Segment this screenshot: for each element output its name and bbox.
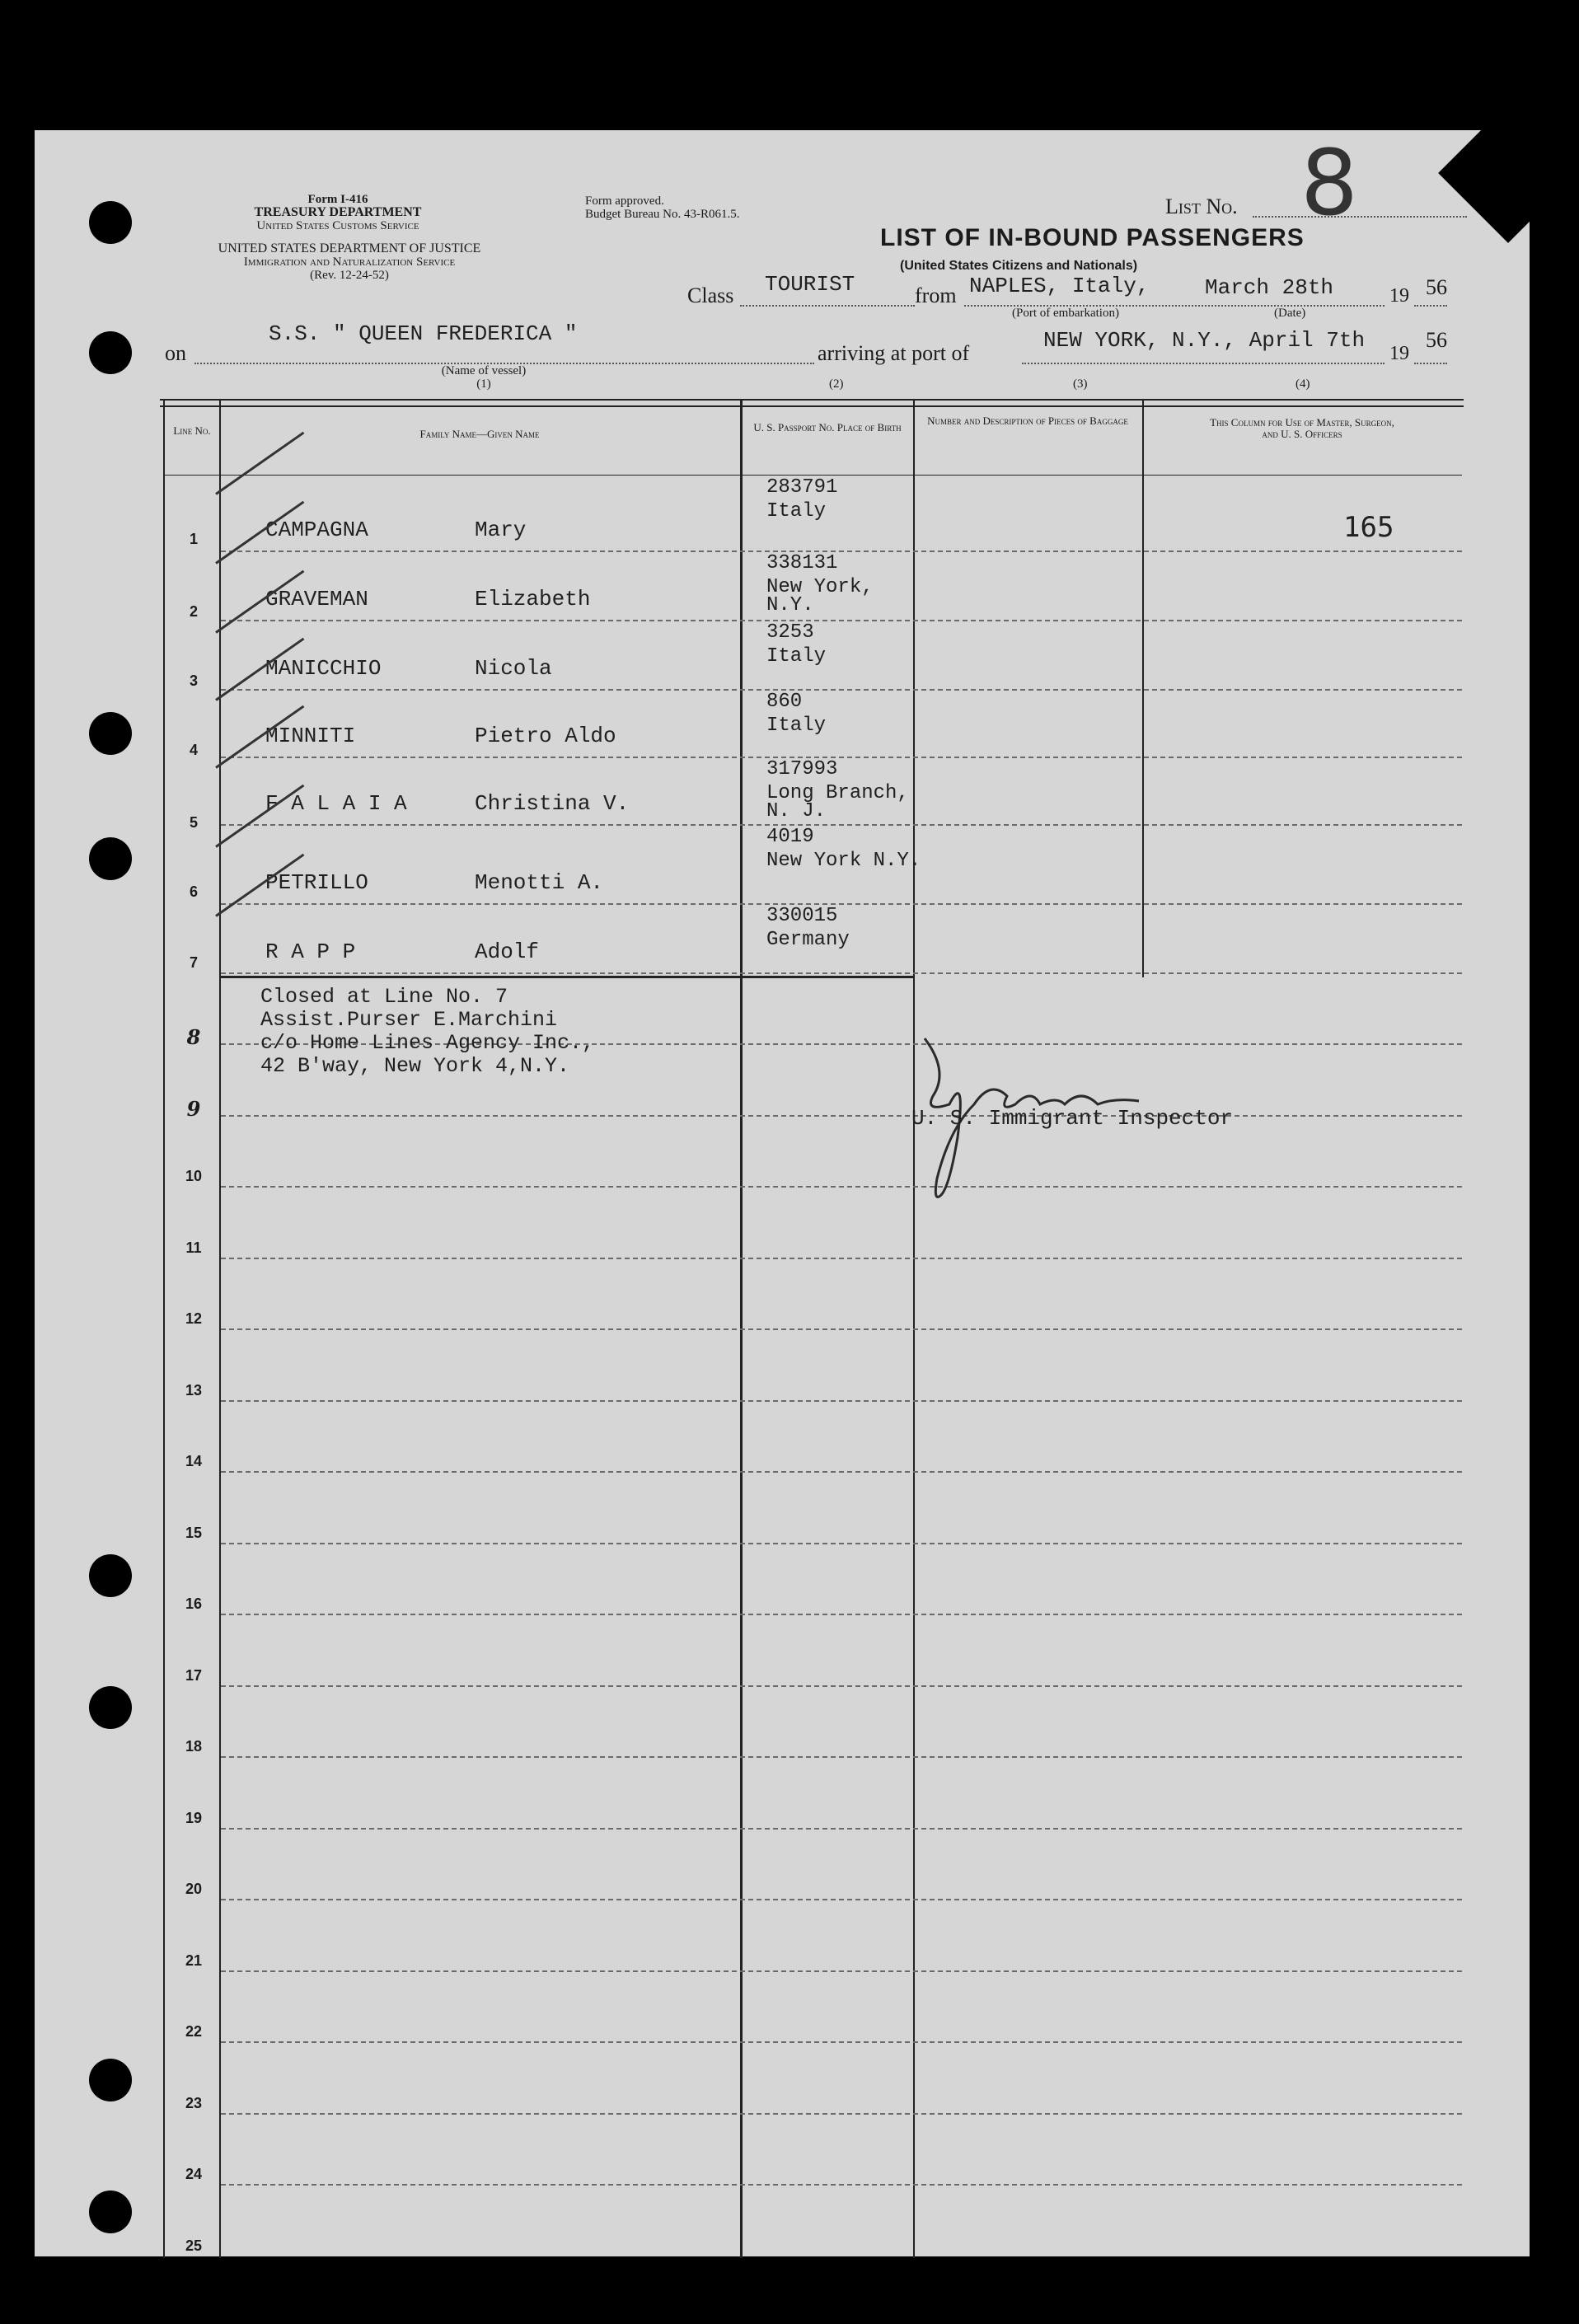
revision: (Rev. 12-24-52) [310, 269, 389, 282]
page-title: LIST OF IN-BOUND PASSENGERS [880, 224, 1305, 251]
line-number: 7 [189, 954, 198, 971]
line-number: 13 [185, 1381, 203, 1399]
binder-hole [89, 837, 132, 880]
closing-note [260, 986, 594, 1078]
closing-line-3: c/o Home Lines Agency Inc., [260, 1031, 595, 1055]
on-label: on [165, 341, 186, 365]
year-prefix-2: 19 [1389, 343, 1409, 364]
line-number: 12 [185, 1310, 203, 1327]
embarkation-year: 56 [1426, 275, 1447, 299]
row-rule [221, 824, 1462, 826]
family-name: PETRILLO [265, 870, 368, 895]
family-name: MANICCHIO [265, 656, 382, 681]
line-number: 19 [185, 1809, 203, 1826]
family-name: CAMPAGNA [265, 518, 368, 542]
class-label: Class [687, 283, 734, 307]
row-rule [221, 903, 1462, 905]
binder-hole [89, 2059, 132, 2101]
table-left-border [163, 401, 165, 2258]
row-rule [221, 2184, 1462, 2186]
closing-line-2: Assist.Purser E.Marchini [260, 1008, 558, 1032]
line-number: 20 [185, 1881, 203, 1897]
place-of-birth: New York N.Y. [766, 850, 921, 872]
port-caption: (Port of embarkation) [1012, 307, 1119, 320]
year-line [1414, 305, 1447, 307]
col1-number: (1) [476, 377, 491, 391]
line-number: 16 [185, 1595, 203, 1612]
line-number: 22 [185, 2023, 203, 2040]
officer-note: 165 [1343, 511, 1394, 544]
class-line [740, 305, 915, 307]
row-rule [221, 620, 1462, 621]
line-number: 3 [189, 672, 198, 689]
row-rule [221, 1543, 1462, 1544]
family-name: MINNITI [265, 724, 356, 748]
place-of-birth: Italy [766, 715, 827, 737]
row-rule [221, 1115, 1462, 1117]
list-no-label: List No. [1165, 194, 1238, 218]
line-number: 1 [189, 531, 198, 547]
row-rule [221, 1328, 1462, 1330]
line-number: 10 [185, 1168, 203, 1184]
passport-number: 317993 [766, 758, 838, 780]
justice-dept: UNITED STATES DEPARTMENT OF JUSTICE [218, 241, 481, 255]
line-number: 17 [185, 1666, 203, 1684]
embarkation-date: March 28th [1205, 275, 1334, 300]
approved-text: Form approved. [585, 194, 664, 208]
given-name: Christina V. [475, 791, 630, 816]
budget-text: Budget Bureau No. 43-R061.5. [585, 208, 740, 221]
line-number: 15 [185, 1524, 203, 1541]
place-of-birth: Long Branch, N. J. [766, 782, 909, 822]
col-header-line: Line No. [173, 424, 211, 437]
col2-number: (2) [829, 377, 844, 391]
line-number: 8 [186, 1025, 201, 1049]
row-rule [221, 1970, 1462, 1972]
place-of-birth: Germany [766, 929, 850, 951]
passport-number: 330015 [766, 905, 838, 927]
table-top-rule [160, 399, 1464, 401]
year-prefix: 19 [1389, 285, 1409, 307]
page-subtitle: (United States Citizens and Nationals) [900, 259, 1138, 273]
row-rule [221, 1186, 1462, 1188]
line-number: 23 [185, 2094, 203, 2111]
vessel-caption: (Name of vessel) [441, 364, 527, 377]
line-number: 21 [185, 1952, 203, 1969]
vessel-caption-group [438, 364, 529, 391]
col4-number: (4) [1296, 377, 1310, 391]
arrival-line [1022, 363, 1385, 364]
customs-service: United States Customs Service [256, 219, 419, 232]
place-of-birth: New York, N.Y. [766, 576, 874, 616]
line-number: 5 [189, 814, 198, 831]
form-header-left [247, 193, 429, 232]
year-line-2 [1414, 363, 1447, 364]
from-label: from [915, 283, 957, 307]
given-name: Mary [475, 518, 527, 542]
family-name: GRAVEMAN [265, 587, 368, 611]
arriving-label: arriving at port of [818, 341, 970, 365]
place-of-birth: Italy [766, 645, 827, 668]
closing-line-4: 42 B'way, New York 4,N.Y. [260, 1054, 570, 1078]
binder-hole [89, 331, 132, 374]
row-rule [221, 689, 1462, 691]
row-rule [221, 1899, 1462, 1900]
date-caption: (Date) [1274, 307, 1306, 320]
family-name: R A P P [265, 939, 356, 964]
line-number: 4 [189, 742, 198, 758]
line-number: 2 [189, 603, 198, 620]
passport-number: 3253 [766, 621, 814, 644]
row-rule [221, 1614, 1462, 1615]
table-top-rule-2 [160, 405, 1464, 407]
row-rule [221, 972, 1462, 974]
vessel-name: S.S. " QUEEN FREDERICA " [269, 321, 578, 346]
row-rule [221, 1400, 1462, 1402]
row-rule [221, 1471, 1462, 1473]
manifest-page [35, 130, 1530, 2256]
inspector-label: U. S. Immigrant Inspector [911, 1106, 1234, 1131]
binder-hole [89, 1686, 132, 1729]
closing-line-1: Closed at Line No. 7 [260, 985, 508, 1009]
row-rule [221, 2113, 1462, 2115]
col3-number: (3) [1073, 377, 1088, 391]
form-header-justice [160, 242, 539, 282]
list-no-line [1253, 216, 1467, 218]
header-bottom-rule [163, 475, 1462, 476]
passport-number: 283791 [766, 476, 838, 499]
arrival-port: NEW YORK, N.Y., April 7th [1043, 328, 1366, 353]
list-number: 8 [1300, 130, 1358, 236]
col-header-name: Family Name—Given Name [419, 428, 540, 440]
given-name: Adolf [475, 939, 540, 964]
given-name: Nicola [475, 656, 552, 681]
ins-service: Immigration and Naturalization Service [243, 255, 456, 269]
row-rule [221, 1828, 1462, 1830]
line-number: 9 [186, 1096, 201, 1121]
col-header-baggage: Number and Description of Pieces of Baggage [927, 415, 1128, 427]
form-number: Form I-416 [307, 193, 368, 206]
port-of-embarkation: NAPLES, Italy, [969, 274, 1150, 298]
binder-hole [89, 2190, 132, 2233]
given-name: Pietro Aldo [475, 724, 616, 748]
given-name: Elizabeth [475, 587, 591, 611]
binder-hole [89, 712, 132, 755]
passport-number: 860 [766, 691, 803, 713]
given-name: Menotti A. [475, 870, 604, 895]
passport-number: 338131 [766, 552, 838, 574]
row-rule [221, 551, 1462, 552]
binder-hole [89, 201, 132, 244]
col-header-passport: U. S. Passport No. Place of Birth [753, 421, 902, 433]
line-number: 25 [185, 2237, 203, 2254]
row-rule [221, 1258, 1462, 1259]
row-rule [221, 2041, 1462, 2043]
family-name: F A L A I A [265, 791, 407, 816]
line-number: 24 [185, 2166, 203, 2182]
line-number: 6 [189, 883, 198, 900]
form-approval [585, 194, 739, 221]
closing-rule [221, 976, 913, 978]
row-rule [221, 1756, 1462, 1758]
row-rule [221, 757, 1462, 758]
line-number: 18 [185, 1738, 203, 1755]
arrival-year: 56 [1426, 328, 1447, 352]
place-of-birth: Italy [766, 500, 827, 522]
passport-number: 4019 [766, 826, 814, 848]
binder-hole [89, 1554, 132, 1597]
line-number: 14 [185, 1453, 203, 1469]
col-header-officers: This Column for Use of Master, Surgeon, and U. S. Officers [1210, 416, 1394, 440]
treasury-dept: TREASURY DEPARTMENT [254, 205, 422, 219]
row-rule [221, 1685, 1462, 1687]
class-value: TOURIST [765, 272, 855, 297]
line-number: 11 [185, 1239, 202, 1256]
